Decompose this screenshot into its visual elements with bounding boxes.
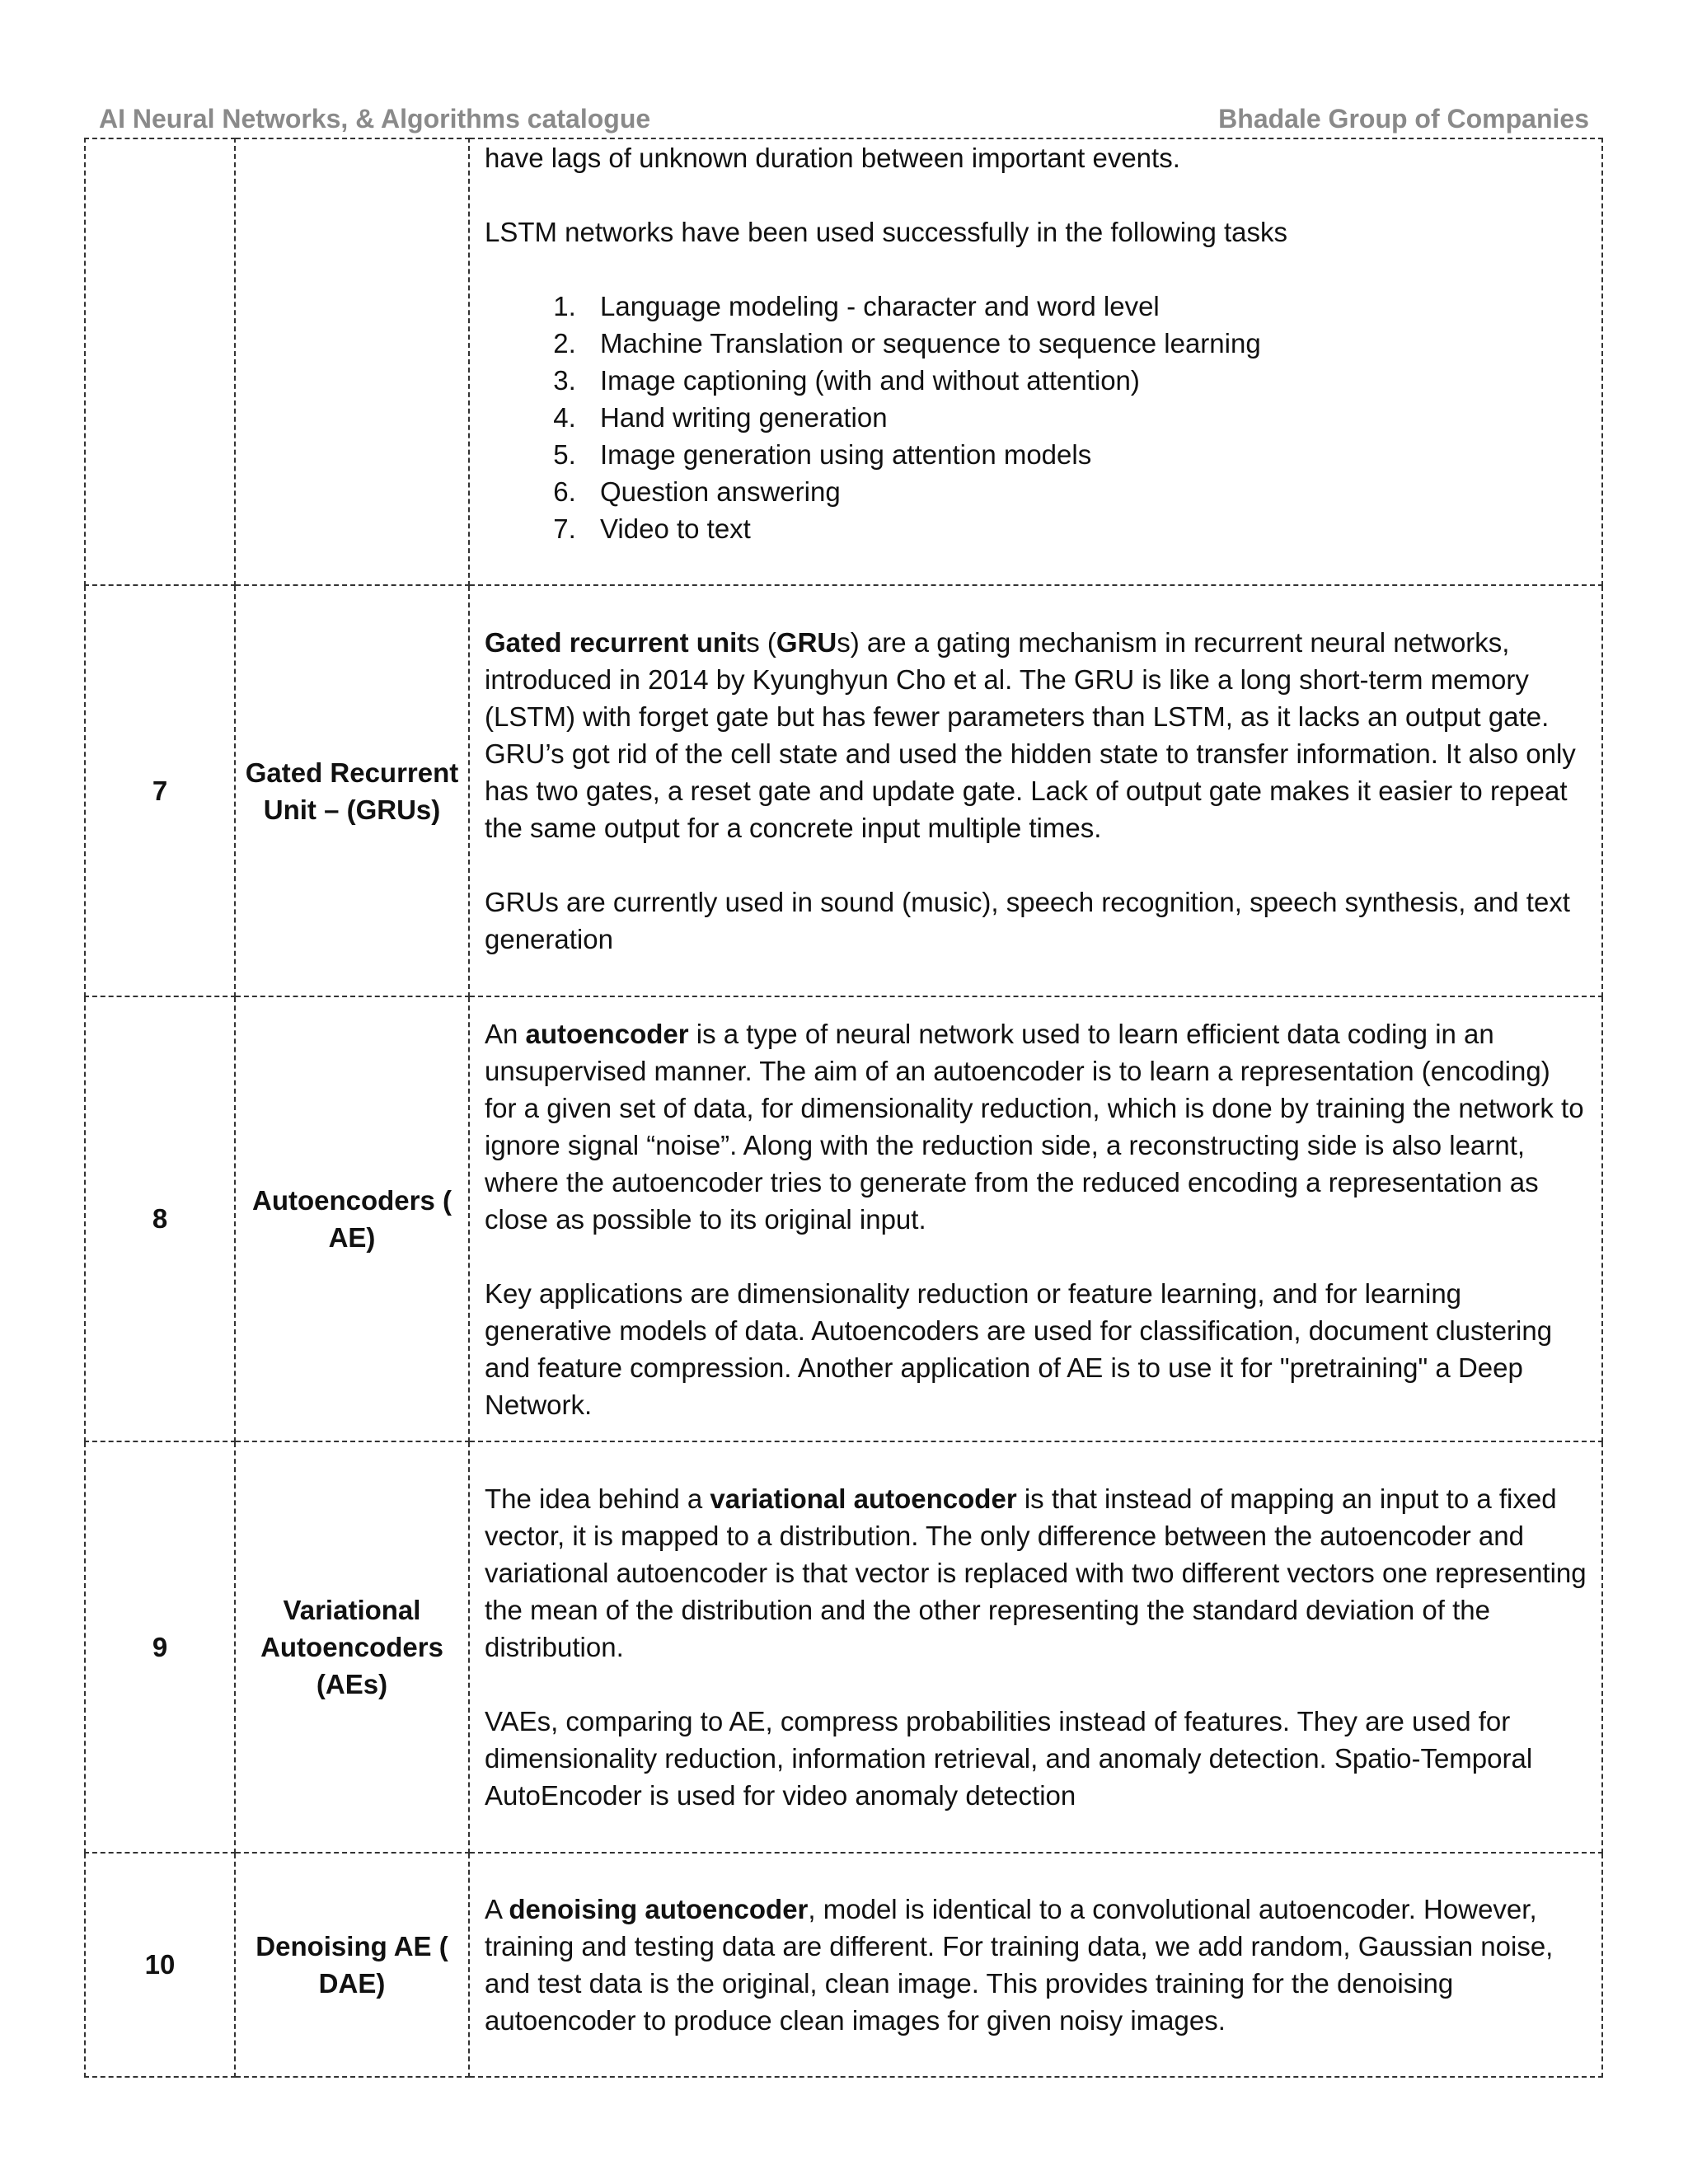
lstm-task-list <box>485 288 1588 547</box>
table-row <box>85 1441 1602 1853</box>
algorithm-name-cell: Autoencoders ( AE) <box>235 996 469 1441</box>
list-item: 7. Video to text <box>584 510 1588 547</box>
table-row <box>85 996 1602 1441</box>
description-cell <box>469 138 1602 585</box>
tasks-intro: LSTM networks have been used successfully in the following tasks <box>485 217 1287 247</box>
table-row <box>85 1853 1602 2077</box>
description-cell <box>469 585 1602 996</box>
list-item: 4. Hand writing generation <box>584 399 1588 436</box>
list-item: 2. Machine Translation or sequence to sequence learning <box>584 325 1588 362</box>
description-paragraph: An autoencoder is a type of neural network used to learn efficient data coding in an unsupervised manner. The aim of an autoencoder is to learn a representation (encoding) for a given set of data, for dimensionality reduction, which is done by training the network to ignore signal “noise”. Along with the reduction side, a reconstructing side is also learnt, where the autoencoder tries to generate from the reduced encoding a representation as close as possible to its original input. <box>485 1018 1584 1235</box>
row-number-cell: 10 <box>85 1853 235 2077</box>
algorithm-name-cell: Variational Autoencoders (AEs) <box>235 1441 469 1853</box>
list-item: 3. Image captioning (with and without attention) <box>584 362 1588 399</box>
algorithms-table <box>84 138 1603 2078</box>
description-paragraph: A denoising autoencoder, model is identical to a convolutional autoencoder. However, training and testing data are different. For training data, we add random, Gaussian noise, and test data is the original, clean image. This provides training for the denoising autoencoder to produce clean images for given noisy images. <box>485 1894 1554 2036</box>
row-number-cell <box>85 138 235 585</box>
description-cell <box>469 1441 1602 1853</box>
catalogue-title: AI Neural Networks, & Algorithms catalogue <box>99 103 651 134</box>
list-item: 6. Question answering <box>584 473 1588 510</box>
algorithm-name-cell: Denoising AE ( DAE) <box>235 1853 469 2077</box>
list-item: 5. Image generation using attention models <box>584 436 1588 473</box>
applications-paragraph: GRUs are currently used in sound (music), speech recognition, speech synthesis, and text generation <box>485 887 1570 954</box>
row-number-cell: 8 <box>85 996 235 1441</box>
algorithm-name-cell: Gated Recurrent Unit – (GRUs) <box>235 585 469 996</box>
row-number-cell: 9 <box>85 1441 235 1853</box>
algorithm-name-cell <box>235 138 469 585</box>
description-paragraph: Gated recurrent units (GRUs) are a gating mechanism in recurrent neural networks, introduced in 2014 by Kyunghyun Cho et al. The GRU is like a long short-term memory (LSTM) with forget gate but has fewer parameters than LSTM, as it lacks an output gate. GRU’s got rid of the cell state and used the hidden state to transfer information. It also only has two gates, a reset gate and update gate. Lack of output gate makes it easier to repeat the same output for a concrete input multiple times. <box>485 627 1576 843</box>
applications-paragraph: VAEs, comparing to AE, compress probabilities instead of features. They are used for dimensionality reduction, information retrieval, and anomaly detection. Spatio-Temporal AutoEncoder is used for video anomaly detection <box>485 1706 1533 1811</box>
page-header <box>99 102 1589 135</box>
applications-paragraph: Key applications are dimensionality reduction or feature learning, and for learning generative models of data. Autoencoders are used for classification, document clustering and feature compression. Another application of AE is to use it for "pretraining" a Deep Network. <box>485 1277 1553 1420</box>
description-cell <box>469 1853 1602 2077</box>
company-name: Bhadale Group of Companies <box>1218 103 1589 134</box>
table-row <box>85 138 1602 585</box>
list-item: 1. Language modeling - character and word level <box>584 288 1588 325</box>
description-cell <box>469 996 1602 1441</box>
row-number-cell: 7 <box>85 585 235 996</box>
description-paragraph: The idea behind a variational autoencoder is that instead of mapping an input to a fixed vector, it is mapped to a distribution. The only difference between the autoencoder and variational autoencoder is that vector is replaced with two different vectors one representing the mean of the distribution and the other representing the standard deviation of the distribution. <box>485 1483 1587 1662</box>
continued-text: have lags of unknown duration between important events. <box>485 143 1180 173</box>
table-row <box>85 585 1602 996</box>
